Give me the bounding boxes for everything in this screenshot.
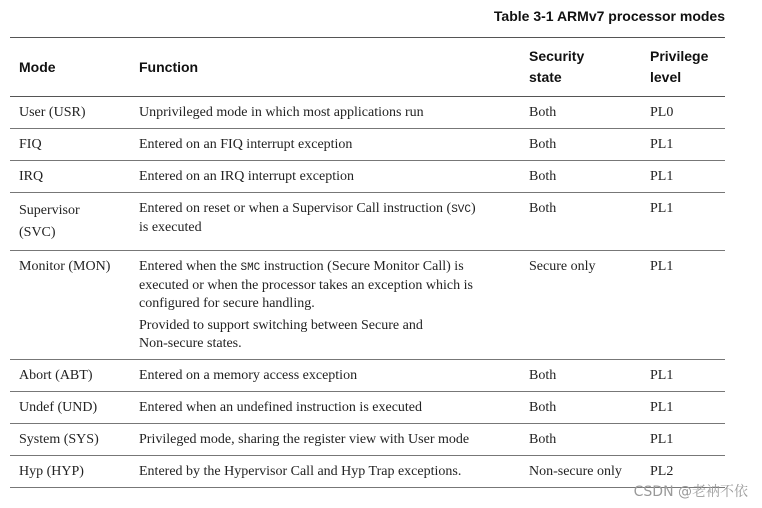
security-cell: Both	[520, 360, 641, 392]
function-cell: Privileged mode, sharing the register view with User mode	[130, 424, 520, 456]
security-cell: Both	[520, 392, 641, 424]
code-smc: SMC	[240, 262, 261, 274]
function-text: )	[471, 201, 476, 216]
header-mode: Mode	[10, 38, 130, 97]
function-text: Entered on reset or when a Supervisor Call instruction (	[139, 201, 452, 216]
security-cell: Both	[520, 161, 641, 193]
privilege-cell: PL1	[641, 392, 725, 424]
header-row	[10, 38, 725, 97]
table-row	[10, 97, 725, 129]
table-row	[10, 161, 725, 193]
header-security-line2: state	[529, 69, 562, 85]
function-cell: Unprivileged mode in which most applications run	[130, 97, 520, 129]
mode-cell: Abort (ABT)	[10, 360, 130, 392]
privilege-cell: PL2	[641, 456, 725, 488]
privilege-cell: PL1	[641, 161, 725, 193]
function-cell	[130, 193, 520, 251]
function-text: executed or when the processor takes an exception which is	[139, 278, 473, 293]
privilege-cell: PL1	[641, 251, 725, 360]
security-cell: Both	[520, 193, 641, 251]
table-row	[10, 392, 725, 424]
table-row	[10, 129, 725, 161]
mode-cell: Monitor (MON)	[10, 251, 130, 360]
privilege-cell: PL1	[641, 193, 725, 251]
privilege-cell: PL0	[641, 97, 725, 129]
mode-line2: (SVC)	[19, 225, 56, 240]
function-paragraph	[139, 258, 520, 313]
processor-modes-table	[10, 37, 725, 488]
mode-cell: IRQ	[10, 161, 130, 193]
function-cell	[130, 251, 520, 360]
privilege-cell: PL1	[641, 424, 725, 456]
function-text: Provided to support switching between Secure and	[139, 318, 423, 333]
function-text: instruction (Secure Monitor Call) is	[260, 259, 464, 274]
function-text: Non-secure states.	[139, 336, 242, 351]
mode-line1: Supervisor	[19, 203, 80, 218]
mode-cell: Hyp (HYP)	[10, 456, 130, 488]
mode-cell: User (USR)	[10, 97, 130, 129]
function-text: Entered when the	[139, 259, 241, 274]
table-row	[10, 456, 725, 488]
function-text: configured for secure handling.	[139, 296, 315, 311]
mode-cell: Undef (UND)	[10, 392, 130, 424]
table-row	[10, 193, 725, 251]
function-text: is executed	[139, 220, 202, 235]
code-svc: SVC	[451, 204, 472, 216]
security-cell: Both	[520, 424, 641, 456]
table-caption: Table 3-1 ARMv7 processor modes	[493, 8, 725, 24]
mode-cell	[10, 193, 130, 251]
mode-cell: System (SYS)	[10, 424, 130, 456]
security-cell: Non-secure only	[520, 456, 641, 488]
header-security-state	[520, 38, 641, 97]
function-cell: Entered on an FIQ interrupt exception	[130, 129, 520, 161]
watermark: CSDN @老衲不依	[633, 484, 748, 500]
security-cell: Both	[520, 129, 641, 161]
security-cell: Secure only	[520, 251, 641, 360]
function-cell: Entered on a memory access exception	[130, 360, 520, 392]
function-paragraph	[139, 317, 520, 353]
security-cell: Both	[520, 97, 641, 129]
function-cell: Entered by the Hypervisor Call and Hyp Trap exceptions.	[130, 456, 520, 488]
header-privilege-line2: level	[650, 69, 682, 85]
table-row	[10, 424, 725, 456]
function-cell: Entered when an undefined instruction is executed	[130, 392, 520, 424]
privilege-cell: PL1	[641, 129, 725, 161]
table-row	[10, 360, 725, 392]
function-cell: Entered on an IRQ interrupt exception	[130, 161, 520, 193]
table-row	[10, 251, 725, 360]
privilege-cell: PL1	[641, 360, 725, 392]
mode-cell: FIQ	[10, 129, 130, 161]
header-security-line1: Security	[529, 48, 585, 64]
header-privilege-line1: Privilege	[650, 48, 709, 64]
header-privilege-level	[641, 38, 725, 97]
header-function: Function	[130, 38, 520, 97]
